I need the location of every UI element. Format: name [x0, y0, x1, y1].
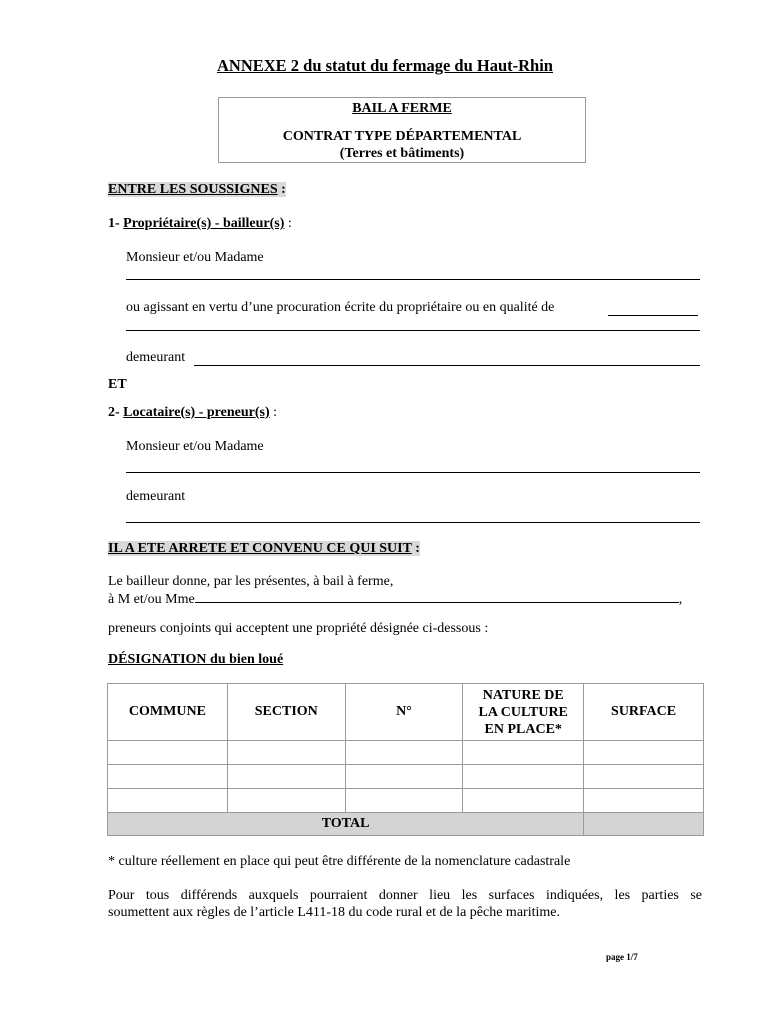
locataire-name-line	[126, 472, 700, 473]
preneurs-text: preneurs conjoints qui acceptent une propriété désignée ci-dessous :	[108, 621, 489, 636]
table-row	[108, 765, 704, 789]
table-header-row	[108, 684, 704, 741]
bailleur-line2-end: ,	[678, 592, 683, 607]
table-cell	[108, 741, 228, 765]
proprietaire-colon: :	[284, 216, 292, 231]
designation-heading	[108, 651, 283, 668]
table-cell	[463, 741, 584, 765]
header-nature-line3: EN PLACE*	[484, 721, 562, 737]
procuration-line	[126, 330, 700, 331]
header-box-line1: BAIL A FERME	[352, 101, 452, 116]
proprietaire-demeurant-label: demeurant	[126, 350, 186, 365]
differends-line2: soumettent aux règles de l’article L411-18 du code rural et de la pêche maritime.	[108, 905, 560, 920]
proprietaire-heading	[108, 215, 292, 232]
bailleur-line2	[108, 590, 700, 608]
arrete-label: IL A ETE ARRETE ET CONVENU CE QUI SUIT	[108, 541, 412, 556]
table-cell	[463, 789, 584, 813]
total-value	[584, 813, 704, 836]
bailleur-line1: Le bailleur donne, par les présentes, à bail à ferme,	[108, 574, 394, 589]
entre-heading	[108, 181, 286, 198]
designation-rest: du bien loué	[206, 652, 284, 667]
table-cell	[345, 765, 463, 789]
footnote: * culture réellement en place qui peut être différente de la nomenclature cadastrale	[108, 854, 571, 869]
table-row	[108, 789, 704, 813]
bailleur-line2-start: à M et/ou Mme	[108, 592, 195, 607]
locataire-colon: :	[269, 405, 278, 420]
locataire-number: 2-	[108, 405, 124, 420]
locataire-demeurant-line	[126, 522, 700, 523]
proprietaire-name-line	[126, 279, 700, 280]
proprietaire-demeurant-line	[194, 365, 700, 366]
locataire-monsieur-label: Monsieur et/ou Madame	[126, 439, 264, 454]
arrete-colon: :	[411, 541, 420, 556]
header-nature	[463, 684, 584, 741]
designation-label: DÉSIGNATION	[108, 652, 207, 667]
table-cell	[227, 765, 345, 789]
header-box-line3: (Terres et bâtiments)	[339, 146, 465, 161]
table-cell	[108, 789, 228, 813]
bailleur-preneur-line	[195, 590, 679, 603]
table-cell	[584, 789, 704, 813]
header-box-line2: CONTRAT TYPE DÉPARTEMENTAL	[282, 129, 522, 144]
document-title: ANNEXE 2 du statut du fermage du Haut-Rhin	[216, 56, 553, 75]
proprietaire-label: Propriétaire(s) - bailleur(s)	[123, 216, 285, 231]
table-cell	[108, 765, 228, 789]
table-cell	[227, 789, 345, 813]
et-label: ET	[108, 377, 127, 392]
arrete-heading	[108, 540, 420, 557]
total-label: TOTAL	[108, 813, 584, 836]
table-cell	[584, 741, 704, 765]
designation-table	[107, 683, 704, 836]
differends-line1: Pour tous différends auxquels pourraient donner lieu les surfaces indiquées, les parties se	[108, 888, 702, 903]
page-number: page 1/7	[606, 952, 638, 962]
table-cell	[227, 741, 345, 765]
table-cell	[584, 765, 704, 789]
header-nature-line1: NATURE DE	[482, 687, 564, 703]
header-box	[218, 97, 586, 163]
header-numero: N°	[345, 684, 463, 741]
table-total-row	[108, 813, 704, 836]
procuration-qualite-line	[608, 315, 698, 316]
header-nature-line2: LA CULTURE	[478, 704, 568, 720]
table-cell	[345, 789, 463, 813]
locataire-demeurant-label: demeurant	[126, 489, 186, 504]
table-cell	[463, 765, 584, 789]
header-section: SECTION	[227, 684, 345, 741]
header-surface: SURFACE	[584, 684, 704, 741]
entre-label: ENTRE LES SOUSSIGNES	[108, 182, 278, 197]
entre-colon: :	[277, 182, 286, 197]
table-row	[108, 741, 704, 765]
procuration-text: ou agissant en vertu d’une procuration écrite du propriétaire ou en qualité de	[126, 300, 555, 315]
proprietaire-monsieur-label: Monsieur et/ou Madame	[126, 250, 264, 265]
header-commune: COMMUNE	[108, 684, 228, 741]
locataire-label: Locataire(s) - preneur(s)	[123, 405, 270, 420]
table-cell	[345, 741, 463, 765]
locataire-heading	[108, 404, 277, 421]
proprietaire-number: 1-	[108, 216, 124, 231]
